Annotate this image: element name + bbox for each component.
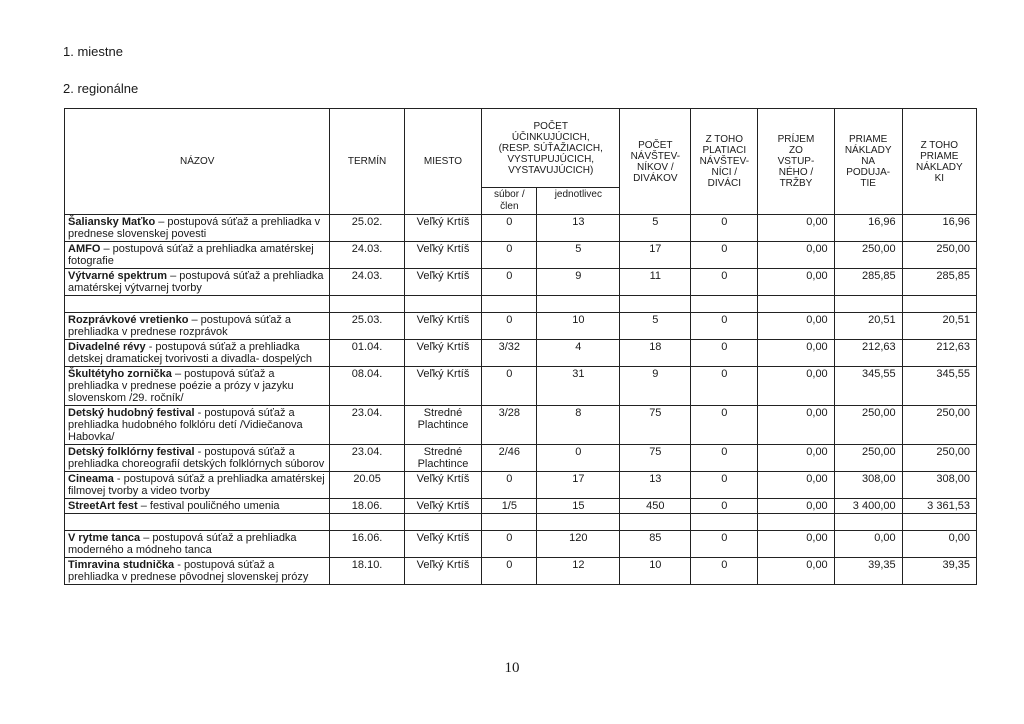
event-title: Škultétyho zornička (68, 368, 172, 380)
header-row (65, 109, 977, 188)
cell-nazov (65, 531, 330, 558)
cell-navstevnici: 5 (620, 215, 691, 242)
cell-naklady: 20,51 (834, 313, 902, 340)
event-title: StreetArt fest (68, 500, 138, 512)
spacer-cell (902, 296, 976, 313)
col-header-z-toho-priame (902, 109, 976, 215)
cell-naklady: 250,00 (834, 445, 902, 472)
spacer-cell (65, 296, 330, 313)
cell-prijem: 0,00 (758, 340, 834, 367)
cell-miesto: Veľký Krtíš (404, 340, 482, 367)
cell-navstevnici: 75 (620, 445, 691, 472)
heading-local: 1. miestne (63, 44, 123, 59)
cell-jednotlivec: 13 (537, 215, 620, 242)
cell-naklady: 16,96 (834, 215, 902, 242)
header-line: Z TOHO (920, 139, 959, 151)
cell-miesto: Stredné Plachtince (404, 445, 482, 472)
col-header-prijem (758, 109, 834, 215)
cell-prijem: 0,00 (758, 531, 834, 558)
cell-termin: 18.10. (330, 558, 404, 585)
cell-subor: 0 (482, 367, 537, 406)
cell-platiaci: 0 (691, 406, 758, 445)
event-title: Šaliansky Maťko (68, 216, 156, 228)
header-line: TRŽBY (779, 178, 813, 189)
spacer-cell (691, 296, 758, 313)
cell-z-toho: 20,51 (902, 313, 976, 340)
spacer-cell (758, 296, 834, 313)
spacer-cell (902, 514, 976, 531)
table-row (65, 269, 977, 296)
header-line: PLATIACI (702, 145, 747, 156)
event-description: – postupová súťaž a prehliadka v prednese slovenskej povesti (68, 216, 321, 240)
col-header-nazov: NÁZOV (65, 109, 330, 215)
cell-navstevnici: 5 (620, 313, 691, 340)
header-line: súbor / (494, 189, 525, 200)
header-line: NÁVŠTEV- (630, 150, 681, 162)
cell-naklady: 212,63 (834, 340, 902, 367)
header-line: DIVÁKOV (633, 172, 678, 184)
spacer-cell (537, 296, 620, 313)
cell-naklady: 250,00 (834, 242, 902, 269)
cell-nazov (65, 269, 330, 296)
cell-subor: 2/46 (482, 445, 537, 472)
cell-miesto: Stredné Plachtince (404, 406, 482, 445)
header-line: KI (934, 172, 945, 184)
cell-prijem: 0,00 (758, 367, 834, 406)
cell-subor: 0 (482, 558, 537, 585)
cell-nazov (65, 367, 330, 406)
cell-platiaci: 0 (691, 472, 758, 499)
cell-z-toho: 308,00 (902, 472, 976, 499)
table-row (65, 367, 977, 406)
cell-termin: 01.04. (330, 340, 404, 367)
cell-subor: 0 (482, 242, 537, 269)
cell-platiaci: 0 (691, 499, 758, 514)
cell-platiaci: 0 (691, 215, 758, 242)
cell-naklady: 3 400,00 (834, 499, 902, 514)
event-title: Detský hudobný festival (68, 407, 195, 419)
cell-subor: 1/5 (482, 499, 537, 514)
cell-prijem: 0,00 (758, 406, 834, 445)
cell-nazov (65, 445, 330, 472)
header-line: DIVÁCI (707, 178, 741, 189)
cell-z-toho: 250,00 (902, 406, 976, 445)
cell-nazov (65, 215, 330, 242)
header-line: PRIAME (920, 150, 959, 162)
spacer-cell (620, 514, 691, 531)
event-description: – postupová súťaž a prehliadka amatérskej výtvarnej tvorby (68, 270, 324, 294)
col-header-miesto: MIESTO (404, 109, 482, 215)
header-line: POČET (638, 139, 673, 151)
cell-subor: 0 (482, 531, 537, 558)
event-title: AMFO (68, 243, 101, 255)
cell-jednotlivec: 10 (537, 313, 620, 340)
col-header-priame-naklady (834, 109, 902, 215)
event-title: Výtvarné spektrum (68, 270, 168, 282)
cell-termin: 08.04. (330, 367, 404, 406)
spacer-cell (330, 296, 404, 313)
header-line: NÍKOV / (636, 161, 674, 173)
cell-naklady: 0,00 (834, 531, 902, 558)
event-title: Rozprávkové vretienko (68, 314, 189, 326)
cell-subor: 0 (482, 215, 537, 242)
cell-miesto: Veľký Krtíš (404, 313, 482, 340)
cell-nazov (65, 472, 330, 499)
spacer-cell (834, 514, 902, 531)
cell-platiaci: 0 (691, 445, 758, 472)
cell-nazov (65, 340, 330, 367)
cell-z-toho: 3 361,53 (902, 499, 976, 514)
cell-jednotlivec: 31 (537, 367, 620, 406)
cell-miesto: Veľký Krtíš (404, 531, 482, 558)
table-row (65, 215, 977, 242)
cell-termin: 23.04. (330, 445, 404, 472)
cell-naklady: 250,00 (834, 406, 902, 445)
events-table (64, 108, 977, 585)
col-header-pocet-navstevnikov (620, 109, 691, 215)
cell-z-toho: 345,55 (902, 367, 976, 406)
spacer-cell (404, 514, 482, 531)
event-description: - postupová súťaž a prehliadka hudobného folklóru detí /Vidiečanova Habovka/ (68, 407, 303, 443)
header-line: POČET (533, 120, 568, 132)
header-line: PODUJA- (846, 167, 891, 178)
cell-prijem: 0,00 (758, 242, 834, 269)
event-description: - postupová súťaž a prehliadka v prednese pôvodnej slovenskej prózy (68, 559, 309, 583)
cell-navstevnici: 17 (620, 242, 691, 269)
page-number: 10 (504, 660, 520, 676)
cell-termin: 24.03. (330, 269, 404, 296)
header-line: TIE (860, 178, 876, 189)
table-row (65, 445, 977, 472)
col-header-z-toho-platiaci (691, 109, 758, 215)
cell-platiaci: 0 (691, 340, 758, 367)
cell-platiaci: 0 (691, 242, 758, 269)
cell-nazov (65, 313, 330, 340)
cell-jednotlivec: 8 (537, 406, 620, 445)
cell-jednotlivec: 12 (537, 558, 620, 585)
header-line: NA (861, 156, 876, 167)
header-line: člen (500, 201, 519, 212)
cell-miesto: Veľký Krtíš (404, 472, 482, 499)
spacer-cell (691, 514, 758, 531)
event-title: Cineama (68, 473, 114, 485)
cell-navstevnici: 450 (620, 499, 691, 514)
cell-z-toho: 16,96 (902, 215, 976, 242)
cell-platiaci: 0 (691, 269, 758, 296)
cell-z-toho: 250,00 (902, 445, 976, 472)
spacer-cell (758, 514, 834, 531)
cell-naklady: 285,85 (834, 269, 902, 296)
header-line: NÁVŠTEV- (699, 156, 750, 167)
header-line: PRÍJEM (777, 134, 815, 145)
cell-termin: 25.02. (330, 215, 404, 242)
cell-prijem: 0,00 (758, 445, 834, 472)
cell-miesto: Veľký Krtíš (404, 499, 482, 514)
cell-navstevnici: 75 (620, 406, 691, 445)
header-line: VYSTUPUJÚCICH, (507, 153, 595, 165)
table-row (65, 313, 977, 340)
cell-naklady: 345,55 (834, 367, 902, 406)
event-description: – festival pouličného umenia (137, 500, 280, 512)
col-header-jednotlivec: jednotlivec (537, 188, 620, 215)
table-row (65, 242, 977, 269)
cell-jednotlivec: 9 (537, 269, 620, 296)
cell-prijem: 0,00 (758, 215, 834, 242)
cell-platiaci: 0 (691, 313, 758, 340)
event-title: Detský folklórny festival (68, 446, 195, 458)
event-title: Timravina studnička (68, 559, 175, 571)
header-line: NÁKLADY (915, 161, 963, 173)
cell-jednotlivec: 0 (537, 445, 620, 472)
cell-miesto: Veľký Krtíš (404, 269, 482, 296)
col-header-subor-clen (482, 188, 537, 215)
cell-z-toho: 39,35 (902, 558, 976, 585)
cell-subor: 3/28 (482, 406, 537, 445)
event-description: - postupová súťaž a prehliadka choreografií detských folklórnych súborov (68, 446, 325, 470)
spacer-cell (482, 514, 537, 531)
cell-termin: 25.03. (330, 313, 404, 340)
event-description: – postupová súťaž a prehliadka v prednese poézie a prózy v jazyku slovenskom /29. ročník/ (68, 368, 294, 404)
table-row (65, 340, 977, 367)
cell-miesto: Veľký Krtíš (404, 558, 482, 585)
cell-navstevnici: 13 (620, 472, 691, 499)
spacer-cell (620, 296, 691, 313)
cell-z-toho: 212,63 (902, 340, 976, 367)
col-header-termin: TERMÍN (330, 109, 404, 215)
cell-nazov (65, 242, 330, 269)
table-row (65, 558, 977, 585)
cell-naklady: 308,00 (834, 472, 902, 499)
event-description: - postupová súťaž a prehliadka detskej dramatickej tvorivosti a divadla- dospelých (68, 341, 312, 365)
header-line: PRIAME (848, 134, 888, 145)
header-line: ZO (789, 145, 803, 156)
cell-prijem: 0,00 (758, 472, 834, 499)
cell-termin: 23.04. (330, 406, 404, 445)
cell-nazov (65, 406, 330, 445)
cell-navstevnici: 18 (620, 340, 691, 367)
table-row (65, 531, 977, 558)
heading-regional: 2. regionálne (63, 81, 139, 96)
cell-miesto: Veľký Krtíš (404, 242, 482, 269)
header-line: VSTUP- (777, 156, 815, 167)
cell-subor: 0 (482, 472, 537, 499)
header-line: VYSTAVUJÚCICH) (508, 164, 594, 176)
spacer-cell (482, 296, 537, 313)
table-row (65, 406, 977, 445)
cell-naklady: 39,35 (834, 558, 902, 585)
event-description: – postupová súťaž a prehliadka v prednese rozprávok (68, 314, 292, 338)
cell-navstevnici: 85 (620, 531, 691, 558)
spacer-cell (537, 514, 620, 531)
event-title: Divadelné révy (68, 341, 146, 353)
cell-platiaci: 0 (691, 558, 758, 585)
cell-navstevnici: 9 (620, 367, 691, 406)
event-title: V rytme tanca (68, 532, 141, 544)
cell-termin: 16.06. (330, 531, 404, 558)
cell-jednotlivec: 120 (537, 531, 620, 558)
spacer-cell (65, 514, 330, 531)
cell-jednotlivec: 5 (537, 242, 620, 269)
cell-prijem: 0,00 (758, 269, 834, 296)
cell-navstevnici: 10 (620, 558, 691, 585)
table-row (65, 499, 977, 514)
header-line: ÚČINKUJÚCICH, (511, 131, 590, 143)
cell-jednotlivec: 15 (537, 499, 620, 514)
cell-jednotlivec: 4 (537, 340, 620, 367)
spacer-row (65, 514, 977, 531)
cell-prijem: 0,00 (758, 313, 834, 340)
event-description: - postupová súťaž a prehliadka amatérskej filmovej tvorby a video tvorby (68, 473, 325, 497)
header-line: (RESP. SÚŤAŽIACICH, (498, 142, 603, 154)
cell-platiaci: 0 (691, 531, 758, 558)
cell-jednotlivec: 17 (537, 472, 620, 499)
cell-platiaci: 0 (691, 367, 758, 406)
cell-termin: 24.03. (330, 242, 404, 269)
cell-z-toho: 0,00 (902, 531, 976, 558)
cell-subor: 3/32 (482, 340, 537, 367)
cell-miesto: Veľký Krtíš (404, 215, 482, 242)
spacer-cell (404, 296, 482, 313)
cell-subor: 0 (482, 269, 537, 296)
cell-z-toho: 285,85 (902, 269, 976, 296)
event-description: – postupová súťaž a prehliadka moderného a módneho tanca (68, 532, 297, 556)
header-line: NÉHO / (778, 167, 814, 178)
header-line: NÍCI / (711, 167, 738, 178)
table-row (65, 472, 977, 499)
cell-termin: 20.05 (330, 472, 404, 499)
cell-navstevnici: 11 (620, 269, 691, 296)
cell-nazov (65, 558, 330, 585)
spacer-cell (834, 296, 902, 313)
cell-subor: 0 (482, 313, 537, 340)
header-line: Z TOHO (705, 134, 744, 145)
spacer-cell (330, 514, 404, 531)
cell-termin: 18.06. (330, 499, 404, 514)
cell-z-toho: 250,00 (902, 242, 976, 269)
col-header-pocet-ucinkujucich (482, 109, 620, 188)
cell-prijem: 0,00 (758, 499, 834, 514)
cell-miesto: Veľký Krtíš (404, 367, 482, 406)
cell-nazov (65, 499, 330, 514)
event-description: – postupová súťaž a prehliadka amatérskej fotografie (68, 243, 314, 267)
header-line: NÁKLADY (844, 145, 892, 156)
spacer-row (65, 296, 977, 313)
cell-prijem: 0,00 (758, 558, 834, 585)
